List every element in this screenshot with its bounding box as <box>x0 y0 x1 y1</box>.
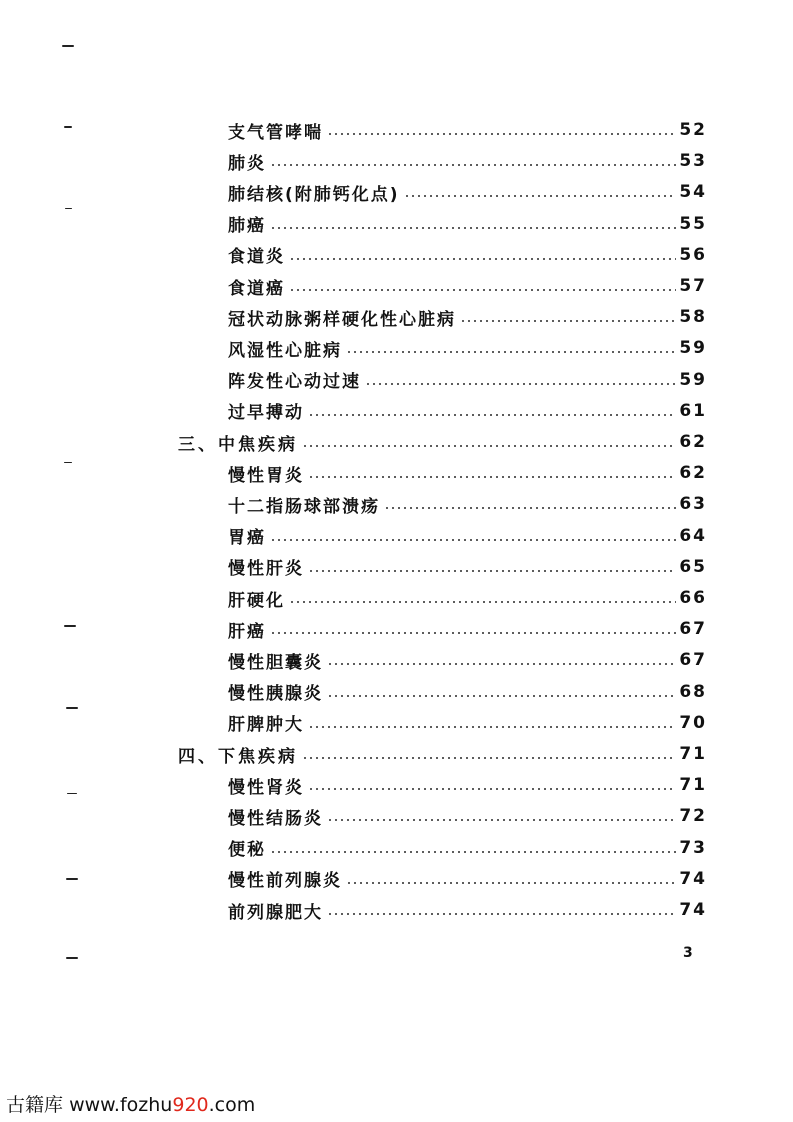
toc-entry-title: 冠状动脉粥样硬化性心脏病 <box>228 309 456 330</box>
dot-leader <box>346 882 676 884</box>
toc-entry <box>228 644 707 676</box>
toc-entry-title: 十二指肠球部溃疡 <box>228 496 380 517</box>
binding-mark <box>66 878 78 880</box>
toc-entry-page: 53 <box>679 151 707 172</box>
toc-entry-page: 74 <box>679 900 707 920</box>
toc-entry-title: 慢性肾炎 <box>228 777 304 798</box>
dot-leader <box>270 164 676 166</box>
toc-entry-page: 68 <box>679 681 707 702</box>
dot-leader <box>327 133 676 135</box>
dot-leader <box>404 195 677 197</box>
toc-entry-page: 54 <box>679 182 707 203</box>
dot-leader <box>327 913 676 915</box>
watermark-url-accent: 920 <box>172 1094 209 1116</box>
dot-leader <box>308 788 676 790</box>
binding-mark <box>64 625 76 627</box>
toc-entry-title: 慢性胰腺炎 <box>228 684 323 705</box>
toc-entry-page: 71 <box>679 775 707 796</box>
toc-entry-page: 55 <box>679 213 707 234</box>
toc-entry-title: 食道癌 <box>228 278 285 299</box>
toc-entry-page: 56 <box>679 244 707 265</box>
toc-entry <box>228 270 707 302</box>
toc-entry-title: 三、中焦疾病 <box>178 434 298 455</box>
dot-leader <box>270 227 676 229</box>
toc-entry-title: 慢性结肠炎 <box>228 808 323 829</box>
dot-leader <box>327 695 676 697</box>
toc-entry-title: 肝脾肿大 <box>228 715 304 736</box>
toc-entry-title: 过早搏动 <box>228 403 304 424</box>
toc-entry <box>228 769 707 801</box>
toc-entry <box>228 457 707 489</box>
toc-entry <box>228 332 707 364</box>
toc-entry-page: 65 <box>679 556 707 577</box>
toc-entry <box>228 520 707 552</box>
toc-entry-page: 58 <box>679 307 707 328</box>
toc-entry-page: 71 <box>679 744 707 764</box>
toc-entry <box>228 707 707 739</box>
toc-entry-title: 肝硬化 <box>228 590 285 611</box>
toc-entry <box>228 488 707 520</box>
toc-entry-title: 便秘 <box>228 840 266 861</box>
toc-entry-page: 74 <box>679 868 707 889</box>
toc-entry <box>228 114 707 146</box>
binding-mark <box>62 45 74 47</box>
toc-entry <box>228 863 707 895</box>
binding-mark <box>64 126 72 128</box>
toc-entry <box>228 832 707 864</box>
dot-leader <box>460 320 676 322</box>
toc-entry-page: 59 <box>679 369 707 390</box>
toc-entry-title: 慢性胃炎 <box>228 465 304 486</box>
toc-entry-title: 肺癌 <box>228 216 266 237</box>
toc-entry <box>228 208 707 240</box>
toc-entry <box>228 301 707 333</box>
toc-entry-title: 慢性肝炎 <box>228 559 304 580</box>
dot-leader <box>308 726 676 728</box>
toc-entry-page: 62 <box>679 432 707 452</box>
dot-leader <box>308 476 676 478</box>
page-number: 3 <box>683 945 693 961</box>
watermark-url: www.fozhu920.com <box>69 1094 256 1116</box>
toc-entry-page: 73 <box>679 837 707 858</box>
dot-leader <box>327 663 676 665</box>
binding-mark <box>66 707 78 709</box>
dot-leader <box>308 414 676 416</box>
toc-entry-title: 肝癌 <box>228 621 266 642</box>
toc-entry-title: 食道炎 <box>228 247 285 268</box>
toc-entry-title: 胃癌 <box>228 528 266 549</box>
toc-entry-title: 风湿性心脏病 <box>228 340 342 361</box>
toc-entry-page: 62 <box>679 463 707 484</box>
binding-mark <box>67 793 77 794</box>
toc-entry-page: 67 <box>679 619 707 640</box>
dot-leader <box>302 757 676 759</box>
toc-entry <box>228 676 707 708</box>
dot-leader <box>270 539 676 541</box>
toc-entry <box>228 582 707 614</box>
toc-entry-page: 52 <box>679 120 707 140</box>
dot-leader <box>308 570 676 572</box>
toc-section-heading <box>178 426 707 458</box>
watermark-site-name: 古籍库 <box>6 1094 64 1116</box>
toc-entry <box>228 176 707 208</box>
toc-entry <box>228 613 707 645</box>
watermark <box>6 1090 255 1117</box>
toc-entry-title: 肺结核(附肺钙化点) <box>228 184 400 205</box>
dot-leader <box>270 632 676 634</box>
toc-entry-page: 70 <box>679 712 707 733</box>
toc-section-heading <box>178 738 707 770</box>
binding-mark <box>64 462 72 463</box>
dot-leader <box>302 445 676 447</box>
toc-entry-page: 61 <box>679 400 707 421</box>
toc-entry <box>228 800 707 832</box>
toc-entry-title: 慢性胆囊炎 <box>228 652 323 673</box>
dot-leader <box>289 289 676 291</box>
toc-entry-title: 阵发性心动过速 <box>228 372 361 393</box>
toc-entry-page: 57 <box>679 276 707 296</box>
toc-entry <box>228 395 707 427</box>
toc-entry-title: 支气管哮喘 <box>228 122 323 143</box>
toc-entry-title: 肺炎 <box>228 153 266 174</box>
dot-leader <box>289 601 676 603</box>
binding-mark <box>66 957 78 959</box>
toc-entry-title: 四、下焦疾病 <box>178 746 298 767</box>
toc-entry-page: 59 <box>679 338 707 359</box>
toc-entry-page: 63 <box>679 494 707 515</box>
toc-entry-page: 66 <box>679 588 707 608</box>
toc-entry <box>228 364 707 396</box>
toc-entry <box>228 551 707 583</box>
binding-mark <box>65 208 72 209</box>
dot-leader <box>365 383 676 385</box>
dot-leader <box>289 258 676 260</box>
dot-leader <box>346 351 676 353</box>
dot-leader <box>270 851 676 853</box>
toc-entry <box>228 894 707 926</box>
dot-leader <box>327 819 676 821</box>
toc-entry-title: 前列腺肥大 <box>228 902 323 923</box>
toc-entry <box>228 145 707 177</box>
toc-entry-page: 64 <box>679 525 707 546</box>
toc-entry-title: 慢性前列腺炎 <box>228 871 342 892</box>
toc-entry <box>228 239 707 271</box>
toc-entry-page: 72 <box>679 806 707 827</box>
dot-leader <box>384 507 676 509</box>
toc-entry-page: 67 <box>679 650 707 671</box>
